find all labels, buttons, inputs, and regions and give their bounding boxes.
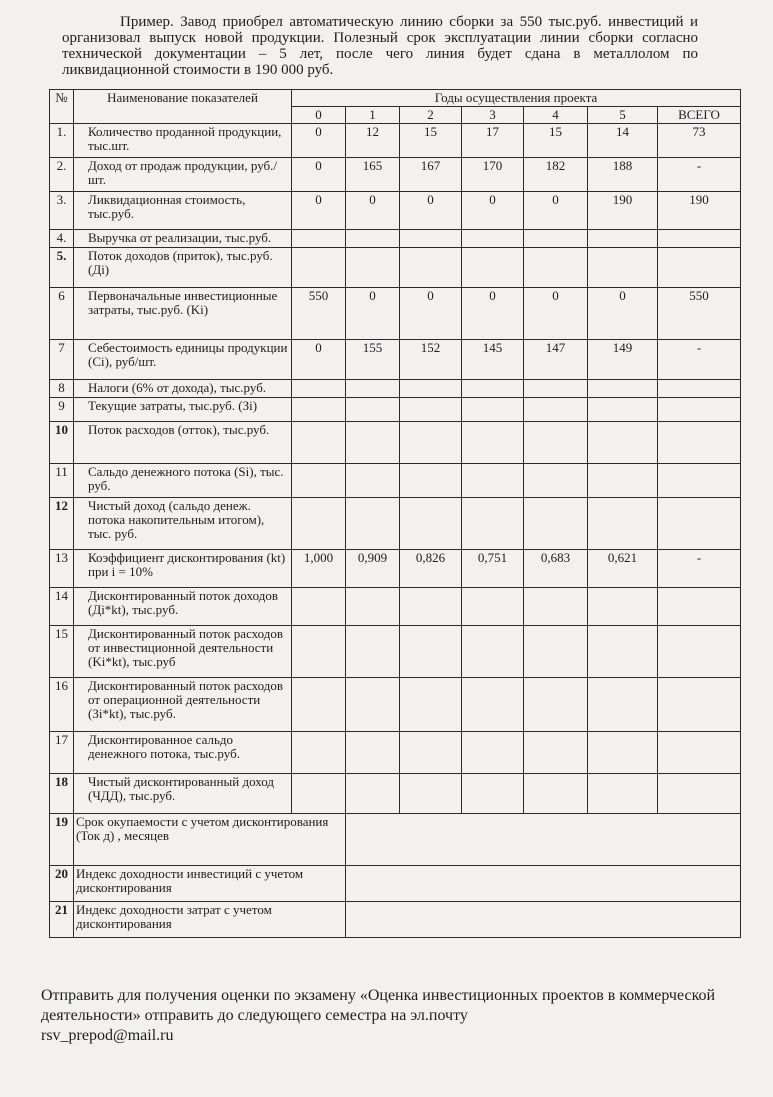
row-indicator-name: Поток доходов (приток), тыс.руб. (Дi) bbox=[74, 248, 292, 288]
row-number: 17 bbox=[50, 732, 74, 774]
cell-year-5[interactable]: 188 bbox=[588, 158, 658, 192]
summary-value-cell[interactable] bbox=[346, 902, 741, 938]
cell-year-6[interactable] bbox=[658, 464, 741, 498]
cell-year-1[interactable]: 165 bbox=[346, 158, 400, 192]
row-indicator-name: Себестоимость единицы продукции (Сi), руб/шт. bbox=[74, 340, 292, 380]
cell-year-6[interactable] bbox=[658, 398, 741, 422]
cell-year-5[interactable] bbox=[588, 230, 658, 248]
row-indicator-name: Налоги (6% от дохода), тыс.руб. bbox=[74, 380, 292, 398]
cell-year-4[interactable]: 0,683 bbox=[524, 550, 588, 588]
summary-value-cell[interactable] bbox=[346, 814, 741, 866]
summary-value-cell[interactable] bbox=[346, 866, 741, 902]
cell-year-1[interactable]: 0 bbox=[346, 288, 400, 340]
cell-year-3[interactable] bbox=[462, 498, 524, 550]
cell-year-4[interactable]: 15 bbox=[524, 124, 588, 158]
cell-year-5[interactable] bbox=[588, 380, 658, 398]
cell-year-2[interactable] bbox=[400, 774, 462, 814]
table-row bbox=[50, 588, 741, 626]
table-row bbox=[50, 774, 741, 814]
cell-year-3[interactable]: 0 bbox=[462, 192, 524, 230]
cell-year-0[interactable] bbox=[292, 422, 346, 464]
row-indicator-name: Сальдо денежного потока (Si), тыс. руб. bbox=[74, 464, 292, 498]
cell-year-2[interactable] bbox=[400, 678, 462, 732]
row-number: 18 bbox=[50, 774, 74, 814]
row-indicator-name: Индекс доходности инвестиций с учетом дисконтирования bbox=[74, 866, 346, 902]
row-number: 1. bbox=[50, 124, 74, 158]
cell-year-6[interactable] bbox=[658, 678, 741, 732]
row-number: 10 bbox=[50, 422, 74, 464]
cell-year-0[interactable] bbox=[292, 732, 346, 774]
task-description bbox=[62, 14, 698, 78]
cell-year-3[interactable] bbox=[462, 380, 524, 398]
table-row-summary bbox=[50, 866, 741, 902]
row-number: 11 bbox=[50, 464, 74, 498]
cell-year-5[interactable] bbox=[588, 398, 658, 422]
cell-year-2[interactable]: 0 bbox=[400, 288, 462, 340]
cell-year-0[interactable] bbox=[292, 588, 346, 626]
cell-year-5[interactable] bbox=[588, 588, 658, 626]
cell-year-1[interactable] bbox=[346, 422, 400, 464]
cell-year-0[interactable]: 0 bbox=[292, 192, 346, 230]
cell-year-5[interactable] bbox=[588, 464, 658, 498]
row-indicator-name: Ликвидационная стоимость, тыс.руб. bbox=[74, 192, 292, 230]
cell-year-6[interactable] bbox=[658, 422, 741, 464]
cell-year-1[interactable] bbox=[346, 380, 400, 398]
cell-year-5[interactable]: 149 bbox=[588, 340, 658, 380]
example-label: Пример. bbox=[120, 14, 174, 30]
cell-year-1[interactable] bbox=[346, 732, 400, 774]
cell-year-2[interactable] bbox=[400, 626, 462, 678]
cell-year-3[interactable] bbox=[462, 588, 524, 626]
cell-year-0[interactable] bbox=[292, 678, 346, 732]
cell-year-0[interactable] bbox=[292, 626, 346, 678]
row-indicator-name: Дисконтированный поток доходов (Дi*kt), тыс.руб. bbox=[74, 588, 292, 626]
row-indicator-name: Первоначальные инвестиционные затраты, тыс.руб. (Ki) bbox=[74, 288, 292, 340]
cell-year-2[interactable]: 0,826 bbox=[400, 550, 462, 588]
table-row-summary bbox=[50, 902, 741, 938]
table-row bbox=[50, 732, 741, 774]
table-row-summary bbox=[50, 814, 741, 866]
cell-year-6[interactable] bbox=[658, 248, 741, 288]
submission-text: Отправить для получения оценки по экзамену «Оценка инвестиционных проектов в коммерческой деятельности» отправить до следующего семестра на эл.почту bbox=[41, 987, 716, 1024]
cell-year-6[interactable] bbox=[658, 774, 741, 814]
cell-year-5[interactable] bbox=[588, 422, 658, 464]
cell-year-2[interactable] bbox=[400, 398, 462, 422]
cell-year-1[interactable] bbox=[346, 588, 400, 626]
row-number: 6 bbox=[50, 288, 74, 340]
row-indicator-name: Количество проданной продукции, тыс.шт. bbox=[74, 124, 292, 158]
cell-year-2[interactable] bbox=[400, 248, 462, 288]
cell-year-5[interactable] bbox=[588, 732, 658, 774]
table-row bbox=[50, 464, 741, 498]
table-row bbox=[50, 550, 741, 588]
submission-email[interactable]: rsv_prepod@mail.ru bbox=[41, 1027, 174, 1044]
cell-year-4[interactable]: 147 bbox=[524, 340, 588, 380]
cell-year-2[interactable] bbox=[400, 498, 462, 550]
row-number: 4. bbox=[50, 230, 74, 248]
header-year-4: 4 bbox=[524, 107, 588, 124]
cell-year-1[interactable] bbox=[346, 678, 400, 732]
row-number: 9 bbox=[50, 398, 74, 422]
cell-year-5[interactable]: 0 bbox=[588, 288, 658, 340]
row-number: 13 bbox=[50, 550, 74, 588]
cell-year-1[interactable]: 0 bbox=[346, 192, 400, 230]
cell-year-4[interactable] bbox=[524, 626, 588, 678]
cell-year-0[interactable]: 1,000 bbox=[292, 550, 346, 588]
cell-year-4[interactable]: 182 bbox=[524, 158, 588, 192]
table-row bbox=[50, 288, 741, 340]
cell-year-0[interactable]: 0 bbox=[292, 340, 346, 380]
table-row bbox=[50, 678, 741, 732]
row-indicator-name: Текущие затраты, тыс.руб. (Зi) bbox=[74, 398, 292, 422]
row-indicator-name: Доход от продаж продукции, руб./шт. bbox=[74, 158, 292, 192]
header-number: № bbox=[50, 90, 74, 124]
cell-year-2[interactable]: 152 bbox=[400, 340, 462, 380]
cell-year-5[interactable] bbox=[588, 248, 658, 288]
table-row bbox=[50, 158, 741, 192]
cell-year-2[interactable] bbox=[400, 230, 462, 248]
table-row bbox=[50, 192, 741, 230]
cell-year-0[interactable] bbox=[292, 498, 346, 550]
table-row bbox=[50, 230, 741, 248]
row-number: 7 bbox=[50, 340, 74, 380]
row-indicator-name: Выручка от реализации, тыс.руб. bbox=[74, 230, 292, 248]
cell-year-3[interactable] bbox=[462, 422, 524, 464]
header-indicator-name: Наименование показателей bbox=[74, 90, 292, 124]
cell-year-4[interactable] bbox=[524, 774, 588, 814]
cell-year-3[interactable] bbox=[462, 398, 524, 422]
row-number: 15 bbox=[50, 626, 74, 678]
cell-year-4[interactable] bbox=[524, 732, 588, 774]
row-number: 16 bbox=[50, 678, 74, 732]
cell-year-4[interactable] bbox=[524, 464, 588, 498]
cell-year-4[interactable] bbox=[524, 248, 588, 288]
row-indicator-name: Чистый доход (сальдо денеж. потока накопительным итогом), тыс. руб. bbox=[74, 498, 292, 550]
cell-year-6[interactable] bbox=[658, 626, 741, 678]
cell-year-1[interactable]: 12 bbox=[346, 124, 400, 158]
cell-year-4[interactable] bbox=[524, 678, 588, 732]
cell-year-3[interactable] bbox=[462, 248, 524, 288]
table-row bbox=[50, 422, 741, 464]
row-indicator-name: Коэффициент дисконтирования (kt) при i = 10% bbox=[74, 550, 292, 588]
cell-year-4[interactable]: 0 bbox=[524, 192, 588, 230]
example-text: Завод приобрел автоматическую линию сборки за 550 тыс.руб. инвестиций и организовал выпуск новой продукции. Полезный срок эксплуатации линии сборки согласно технической документации – 5 лет, после чего линия будет сдана в металлолом по ликвидационной стоимости в 190 000 руб. bbox=[62, 14, 699, 78]
cell-year-2[interactable]: 15 bbox=[400, 124, 462, 158]
cell-year-0[interactable]: 550 bbox=[292, 288, 346, 340]
cell-year-1[interactable] bbox=[346, 498, 400, 550]
cell-year-6[interactable] bbox=[658, 230, 741, 248]
cell-year-6[interactable]: 550 bbox=[658, 288, 741, 340]
cell-year-0[interactable] bbox=[292, 464, 346, 498]
submission-note bbox=[41, 986, 731, 1046]
cell-year-4[interactable] bbox=[524, 588, 588, 626]
cell-year-1[interactable] bbox=[346, 464, 400, 498]
cell-year-3[interactable]: 145 bbox=[462, 340, 524, 380]
cell-year-5[interactable]: 190 bbox=[588, 192, 658, 230]
cell-year-3[interactable] bbox=[462, 230, 524, 248]
table-row bbox=[50, 124, 741, 158]
cell-year-6[interactable]: 73 bbox=[658, 124, 741, 158]
cell-year-5[interactable] bbox=[588, 774, 658, 814]
indicators-table bbox=[49, 89, 741, 938]
row-indicator-name: Чистый дисконтированный доход (ЧДД), тыс.руб. bbox=[74, 774, 292, 814]
cell-year-1[interactable] bbox=[346, 248, 400, 288]
row-number: 14 bbox=[50, 588, 74, 626]
cell-year-0[interactable]: 0 bbox=[292, 124, 346, 158]
row-number: 20 bbox=[50, 866, 74, 902]
cell-year-6[interactable]: - bbox=[658, 158, 741, 192]
cell-year-6[interactable] bbox=[658, 380, 741, 398]
cell-year-0[interactable] bbox=[292, 398, 346, 422]
cell-year-0[interactable]: 0 bbox=[292, 158, 346, 192]
cell-year-4[interactable] bbox=[524, 498, 588, 550]
cell-year-4[interactable] bbox=[524, 422, 588, 464]
header-project-years: Годы осуществления проекта bbox=[292, 90, 741, 107]
cell-year-0[interactable] bbox=[292, 380, 346, 398]
cell-year-4[interactable] bbox=[524, 398, 588, 422]
row-indicator-name: Срок окупаемости с учетом дисконтирования (Ток д) , месяцев bbox=[74, 814, 346, 866]
cell-year-0[interactable] bbox=[292, 230, 346, 248]
header-year-6: ВСЕГО bbox=[658, 107, 741, 124]
cell-year-3[interactable]: 0 bbox=[462, 288, 524, 340]
cell-year-1[interactable]: 155 bbox=[346, 340, 400, 380]
header-year-0: 0 bbox=[292, 107, 346, 124]
row-number: 19 bbox=[50, 814, 74, 866]
row-indicator-name: Поток расходов (отток), тыс.руб. bbox=[74, 422, 292, 464]
cell-year-3[interactable]: 0,751 bbox=[462, 550, 524, 588]
cell-year-1[interactable] bbox=[346, 230, 400, 248]
cell-year-2[interactable]: 167 bbox=[400, 158, 462, 192]
cell-year-5[interactable] bbox=[588, 678, 658, 732]
table-row bbox=[50, 626, 741, 678]
cell-year-3[interactable] bbox=[462, 464, 524, 498]
cell-year-1[interactable] bbox=[346, 626, 400, 678]
cell-year-0[interactable] bbox=[292, 248, 346, 288]
cell-year-2[interactable] bbox=[400, 464, 462, 498]
row-indicator-name: Индекс доходности затрат с учетом дисконтирования bbox=[74, 902, 346, 938]
cell-year-5[interactable]: 14 bbox=[588, 124, 658, 158]
cell-year-5[interactable] bbox=[588, 626, 658, 678]
cell-year-5[interactable] bbox=[588, 498, 658, 550]
cell-year-2[interactable] bbox=[400, 732, 462, 774]
cell-year-6[interactable] bbox=[658, 732, 741, 774]
table-row bbox=[50, 498, 741, 550]
row-indicator-name: Дисконтированное сальдо денежного потока, тыс.руб. bbox=[74, 732, 292, 774]
cell-year-3[interactable] bbox=[462, 626, 524, 678]
cell-year-6[interactable]: - bbox=[658, 340, 741, 380]
header-year-1: 1 bbox=[346, 107, 400, 124]
cell-year-3[interactable]: 17 bbox=[462, 124, 524, 158]
cell-year-2[interactable] bbox=[400, 422, 462, 464]
cell-year-3[interactable] bbox=[462, 678, 524, 732]
cell-year-1[interactable] bbox=[346, 398, 400, 422]
cell-year-0[interactable] bbox=[292, 774, 346, 814]
cell-year-1[interactable]: 0,909 bbox=[346, 550, 400, 588]
cell-year-3[interactable]: 170 bbox=[462, 158, 524, 192]
table-row bbox=[50, 398, 741, 422]
cell-year-6[interactable]: - bbox=[658, 550, 741, 588]
header-year-5: 5 bbox=[588, 107, 658, 124]
cell-year-4[interactable] bbox=[524, 230, 588, 248]
cell-year-3[interactable] bbox=[462, 774, 524, 814]
table-row bbox=[50, 248, 741, 288]
cell-year-1[interactable] bbox=[346, 774, 400, 814]
cell-year-2[interactable] bbox=[400, 380, 462, 398]
cell-year-5[interactable]: 0,621 bbox=[588, 550, 658, 588]
row-number: 21 bbox=[50, 902, 74, 938]
cell-year-2[interactable]: 0 bbox=[400, 192, 462, 230]
row-number: 5. bbox=[50, 248, 74, 288]
cell-year-4[interactable] bbox=[524, 380, 588, 398]
row-number: 3. bbox=[50, 192, 74, 230]
cell-year-6[interactable] bbox=[658, 588, 741, 626]
header-year-2: 2 bbox=[400, 107, 462, 124]
cell-year-6[interactable]: 190 bbox=[658, 192, 741, 230]
table-row bbox=[50, 340, 741, 380]
row-indicator-name: Дисконтированный поток расходов от операционной деятельности (Зi*kt), тыс.руб. bbox=[74, 678, 292, 732]
row-number: 8 bbox=[50, 380, 74, 398]
header-year-3: 3 bbox=[462, 107, 524, 124]
row-indicator-name: Дисконтированный поток расходов от инвестиционной деятельности (Ki*kt), тыс.руб bbox=[74, 626, 292, 678]
table-row bbox=[50, 380, 741, 398]
row-number: 2. bbox=[50, 158, 74, 192]
cell-year-4[interactable]: 0 bbox=[524, 288, 588, 340]
cell-year-2[interactable] bbox=[400, 588, 462, 626]
row-number: 12 bbox=[50, 498, 74, 550]
cell-year-6[interactable] bbox=[658, 498, 741, 550]
cell-year-3[interactable] bbox=[462, 732, 524, 774]
